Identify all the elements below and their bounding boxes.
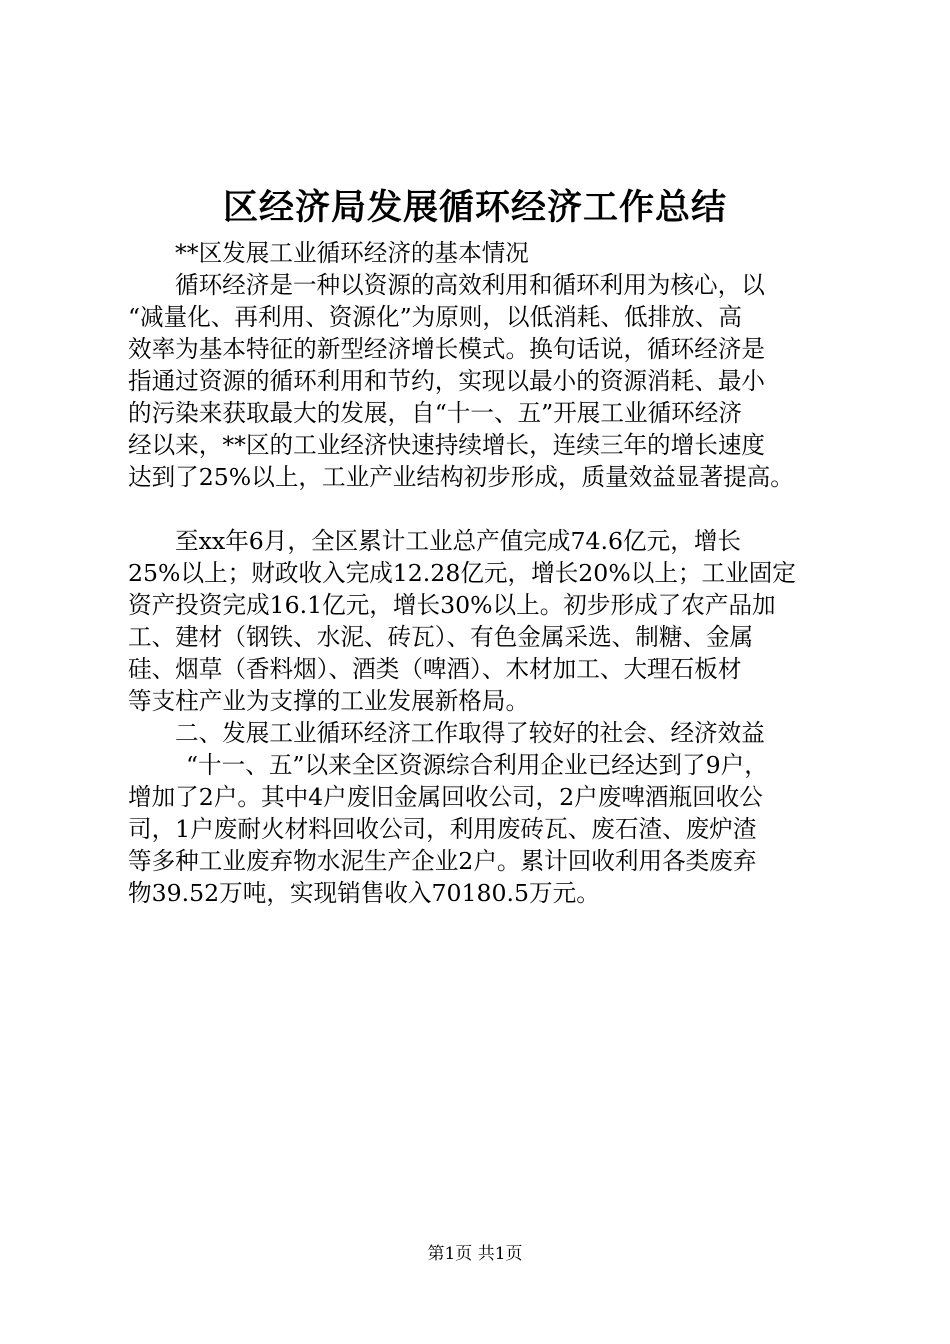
document-body (128, 237, 838, 909)
paragraph-gap (128, 493, 838, 525)
paragraph-line: 工、建材（钢铁、水泥、砖瓦）、有色金属采选、制糖、金属 (128, 623, 754, 651)
paragraph-line: “减量化、再利用、资源化”为原则，以低消耗、低排放、高 (128, 303, 742, 331)
paragraph-line: 指通过资源的循环利用和节约，实现以最小的资源消耗、最小 (128, 367, 766, 395)
paragraph-line: 的污染来获取最大的发展，自“十一、五”开展工业循环经济 (128, 399, 742, 427)
page-footer: 第1页 共1页 (427, 1244, 523, 1264)
paragraph-line: 经以来，**区的工业经济快速持续增长，连续三年的增长速度 (128, 431, 766, 459)
paragraph-line: 至xx年6月，全区累计工业总产值完成74.6亿元，增长 (175, 527, 742, 555)
paragraph-line: 25%以上；财政收入完成12.28亿元，增长20%以上；工业固定 (128, 559, 796, 587)
section-heading: 二、发展工业循环经济工作取得了较好的社会、经济效益 (175, 719, 765, 747)
paragraph-line: 司，1户废耐火材料回收公司，利用废砖瓦、废石渣、废炉渣 (128, 815, 757, 843)
paragraph-line: 循环经济是一种以资源的高效利用和循环利用为核心，以 (175, 271, 765, 299)
paragraph-line: 等支柱产业为支撑的工业发展新格局。 (128, 687, 530, 715)
paragraph-line: “十一、五”以来全区资源综合利用企业已经达到了9户， (186, 751, 768, 779)
paragraph-line: 效率为基本特征的新型经济增长模式。换句话说，循环经济是 (128, 335, 766, 363)
paragraph-line: 等多种工业废弃物水泥生产企业2户。累计回收利用各类废弃 (128, 847, 757, 875)
section-heading: **区发展工业循环经济的基本情况 (175, 239, 529, 267)
document-title: 区经济局发展循环经济工作总结 (222, 187, 727, 228)
paragraph-line: 硅、烟草（香料烟）、酒类（啤酒）、木材加工、大理石板材 (128, 655, 742, 683)
paragraph-line: 资产投资完成16.1亿元，增长30%以上。初步形成了农产品加 (128, 591, 776, 619)
paragraph-line: 达到了25%以上，工业产业结构初步形成，质量效益显著提高。 (128, 463, 794, 491)
paragraph-line: 物39.52万吨，实现销售收入70180.5万元。 (128, 879, 600, 907)
paragraph-line: 增加了2户。其中4户废旧金属回收公司，2户废啤酒瓶回收公 (128, 783, 763, 811)
